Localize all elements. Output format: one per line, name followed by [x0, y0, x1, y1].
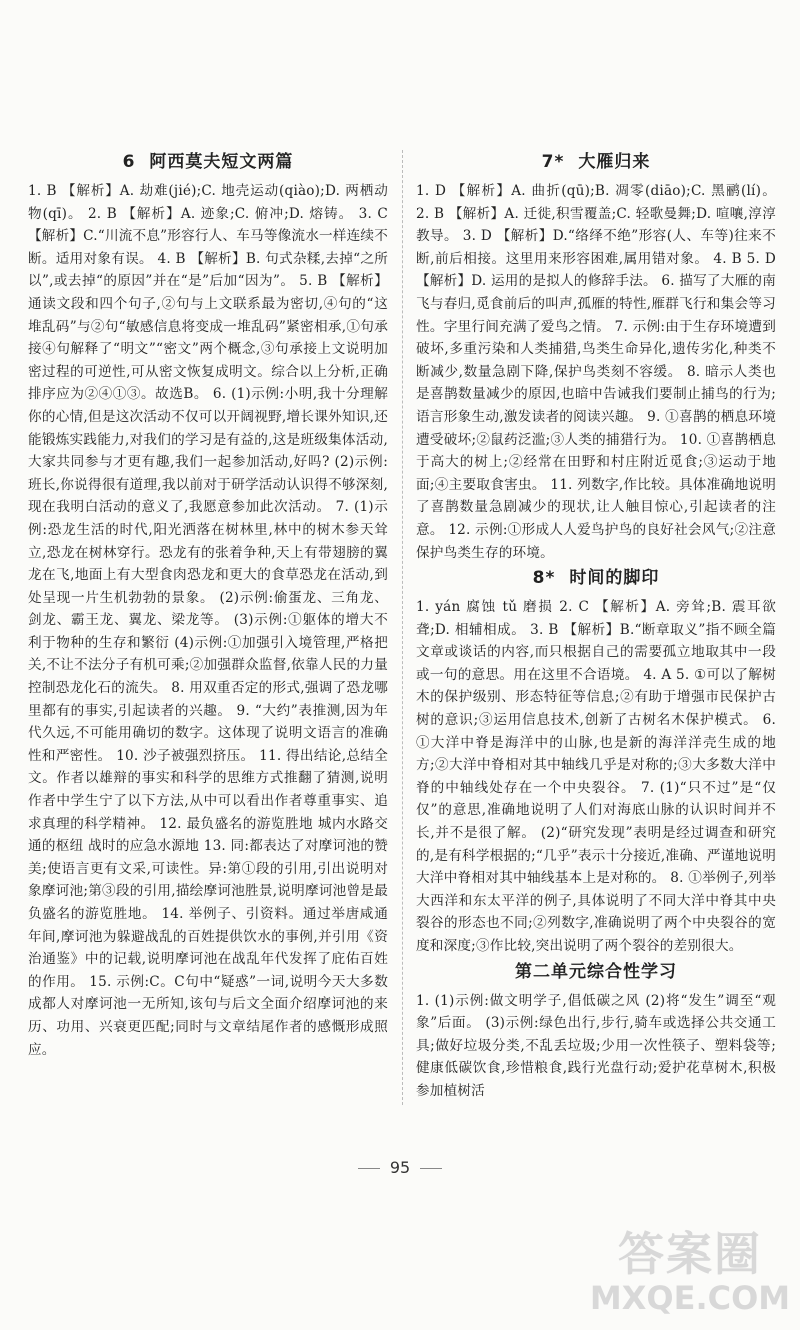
- section-8-answers: 1. yán 腐蚀 tǔ 磨损 2. C 【解析】A. 旁耸;B. 震耳欲聋;D. 相辅相成。 3. B 【解析】B.“断章取义”指不顾全篇文章或谈话的内容,而只根据自己的需要孤立地取其中一段或一句的意思。用在这里不合语境。 4. A 5. ①可以了解树木的保护级别、形态特征等信息;②有助于增强市民保护古树的意识;③运用信息技术,创新了古树名木保护模式。 6. ①大洋中脊是海洋中的山脉,也是新的海洋洋壳生成的地方;②大洋中脊相对其中轴线几乎是对称的;③大多数大洋中脊的中轴线处存在一个中央裂谷。 7. (1)“只不过”是“仅仅”的意思,准确地说明了人们对海底山脉的认识时间并不长,并不是很了解。 (2)“研究发现”表明是经过调查和研究的,是有科学根据的;“几乎”表示十分接近,准确、严谨地说明大洋中脊相对其中轴线基本上是对称的。 8. ①举例子,列举大西洋和东太平洋的例子,具体说明了不同大洋中脊其中央裂谷的形态也不同;②列数字,准确说明了两个中央裂谷的宽度和深度;③作比较,突出说明了两个裂谷的差别很大。: [416, 599, 776, 954]
- section-8-number: 8*: [532, 568, 556, 589]
- unit-2-answers: 1. (1)示例:做文明学子,倡低碳之风 (2)将“发生”调至“观象”后面。 (3)示例:绿色出行,步行,骑车或选择公共交通工具;做好垃圾分类,不乱丢垃圾;少用一次性筷子、塑料袋等;健康低碳饮食,珍惜粮食,践行光盘行动;爱护花草树木,积极参加植树活: [416, 992, 776, 1099]
- footer-dash-right: [420, 1168, 442, 1169]
- watermark-logo: 答案圈: [618, 1227, 762, 1281]
- section-7-title-text: 大雁归来: [578, 152, 651, 172]
- right-column: [416, 150, 776, 1103]
- footer-dash-left: [358, 1168, 380, 1169]
- section-6-title: [28, 150, 388, 174]
- section-8-title: [416, 566, 776, 590]
- unit-2-title: 第二单元综合性学习: [515, 961, 677, 982]
- section-7-number: 7*: [541, 152, 565, 172]
- section-6-answers: 1. B 【解析】A. 劫难(jié);C. 地壳运动(qiào);D. 两栖动物(qī)。 2. B 【解析】A. 迹象;C. 俯冲;D. 熔铸。 3. C 【解析】C.“川流不息”形容行人、车马等像流水一样连续不断。适用对象有误。 4. B 【解析】B. 句式杂糅,去掉“之所以”,或去掉“的原因”并在“是”后加“因为”。 5. B 【解析】通读文段和四个句子,②句与上文联系最为密切,④句的“这堆乱码”与②句“敏感信息将变成一堆乱码”紧密相承,①句承接④句解释了“明文”“密文”两个概念,③句承接上文说明加密过程的可逆性,可从密文恢复成明文。综合以上分析,正确排序应为②④①③。故选B。 6. (1)示例:小明,我十分理解你的心情,但是这次活动不仅可以开阔视野,增长课外知识,还能锻炼实践能力,对我们的学习是有益的,这是班级集体活动,大家共同参与才更有趣,我们一起参加活动,好吗? (2)示例:班长,你说得很有道理,我以前对于研学活动认识得不够深刻,现在我明白活动的意义了,我愿意参加此次活动。 7. (1)示例:恐龙生活的时代,阳光洒落在树林里,林中的树木参天耸立,恐龙在树林穿行。恐龙有的张着争种,天上有带翅膀的翼龙在飞,地面上有大型食肉恐龙和更大的食草恐龙在活动,到处呈现一片生机勃勃的景象。 (2)示例:偷蛋龙、三角龙、剑龙、霸王龙、翼龙、梁龙等。 (3)示例:①躯体的增大不利于物种的生存和繁衍 (4)示例:①加强引入境管理,严格把关,不让不法分子有机可乘;②加强群众监督,依靠人民的力量控制恐龙化石的流失。 8. 用双重否定的形式,强调了恐龙哪里都有的事实,引起读者的兴趣。 9. “大约”表推测,因为年代久远,不可能用确切的数字。这体现了说明文语言的准确性和严密性。 10. 沙子被强烈挤压。 11. 得出结论,总结全文。作者以雄辩的事实和科学的思维方式推翻了猜测,说明作者中学生宁了以下方法,从中可以看出作者尊重事实、追求真理的科学精神。 12. 最负盛名的游览胜地 城内水路交通的枢纽 战时的应急水源地 13. 同:都表达了对摩诃池的赞美;使语言更有文采,可读性。异:第①段的引用,引出说明对象摩诃池;第③段的引用,描绘摩诃池胜景,说明摩诃池曾是最负盛名的游览胜地。 14. 举例子、引资料。通过举唐咸通年间,摩诃池为躲避战乱的百姓提供饮水的事例,并引用《资治通鉴》中的记载,说明摩诃池在战乱年代发挥了庇佑百姓的作用。 15. 示例:C。C句中“疑惑”一词,说明今天大多数成都人对摩诃池一无所知,该句与后文全面介绍摩诃池的来历、功用、兴衰更匹配;同时与文章结尾作者的感慨形成照应。: [28, 183, 388, 1058]
- section-8-title-text: 时间的脚印: [569, 568, 660, 589]
- column-divider: [402, 150, 404, 1105]
- page-footer: [0, 1158, 800, 1177]
- page-number: 95: [389, 1158, 411, 1177]
- section-7-title: [416, 150, 776, 174]
- section-6-number: 6: [122, 152, 136, 172]
- watermark-url: MXQE.COM: [589, 1279, 791, 1317]
- section-7-answers: 1. D 【解析】A. 曲折(qū);B. 凋零(diāo);C. 黑鹂(lí)。 2. B 【解析】A. 迁徙,积雪覆盖;C. 轻歌曼舞;D. 喧嚷,淳淳教导。 3. D 【解析】D.“络绎不绝”形容(人、车等)往来不断,前后相接。这里用来形容困难,属用错对象。 4. B 5. D 【解析】D. 运用的是拟人的修辞手法。 6. 描写了大雁的南飞与春归,觅食前后的叫声,孤雁的特性,雁群飞行和集会等习性。字里行间充满了爱鸟之情。 7. 示例:由于生存环境遭到破坏,多重污染和人类捕猎,鸟类生命异化,遗传劣化,种类不断减少,数量急剧下降,保护鸟类刻不容缓。 8. 暗示人类也是喜鹊数量减少的原因,也暗中告诫我们要制止捕鸟的行为;语言形象生动,激发读者的阅读兴趣。 9. ①喜鹊的栖息环境遭受破坏;②鼠药泛滥;③人类的捕猎行为。 10. ①喜鹊栖息于高大的树上;②经常在田野和村庄附近觅食;③运动于地面;④主要取食害虫。 11. 列数字,作比较。具体准确地说明了喜鹊数量急剧减少的现状,让人触目惊心,引起读者的注意。 12. 示例:①形成人人爱鸟护鸟的良好社会风气;②注意保护鸟类生存的环境。: [416, 183, 776, 561]
- answer-page: [28, 150, 778, 1110]
- section-6-title-text: 阿西莫夫短文两篇: [149, 152, 294, 172]
- left-column: [28, 150, 388, 1061]
- watermark: [585, 1228, 795, 1316]
